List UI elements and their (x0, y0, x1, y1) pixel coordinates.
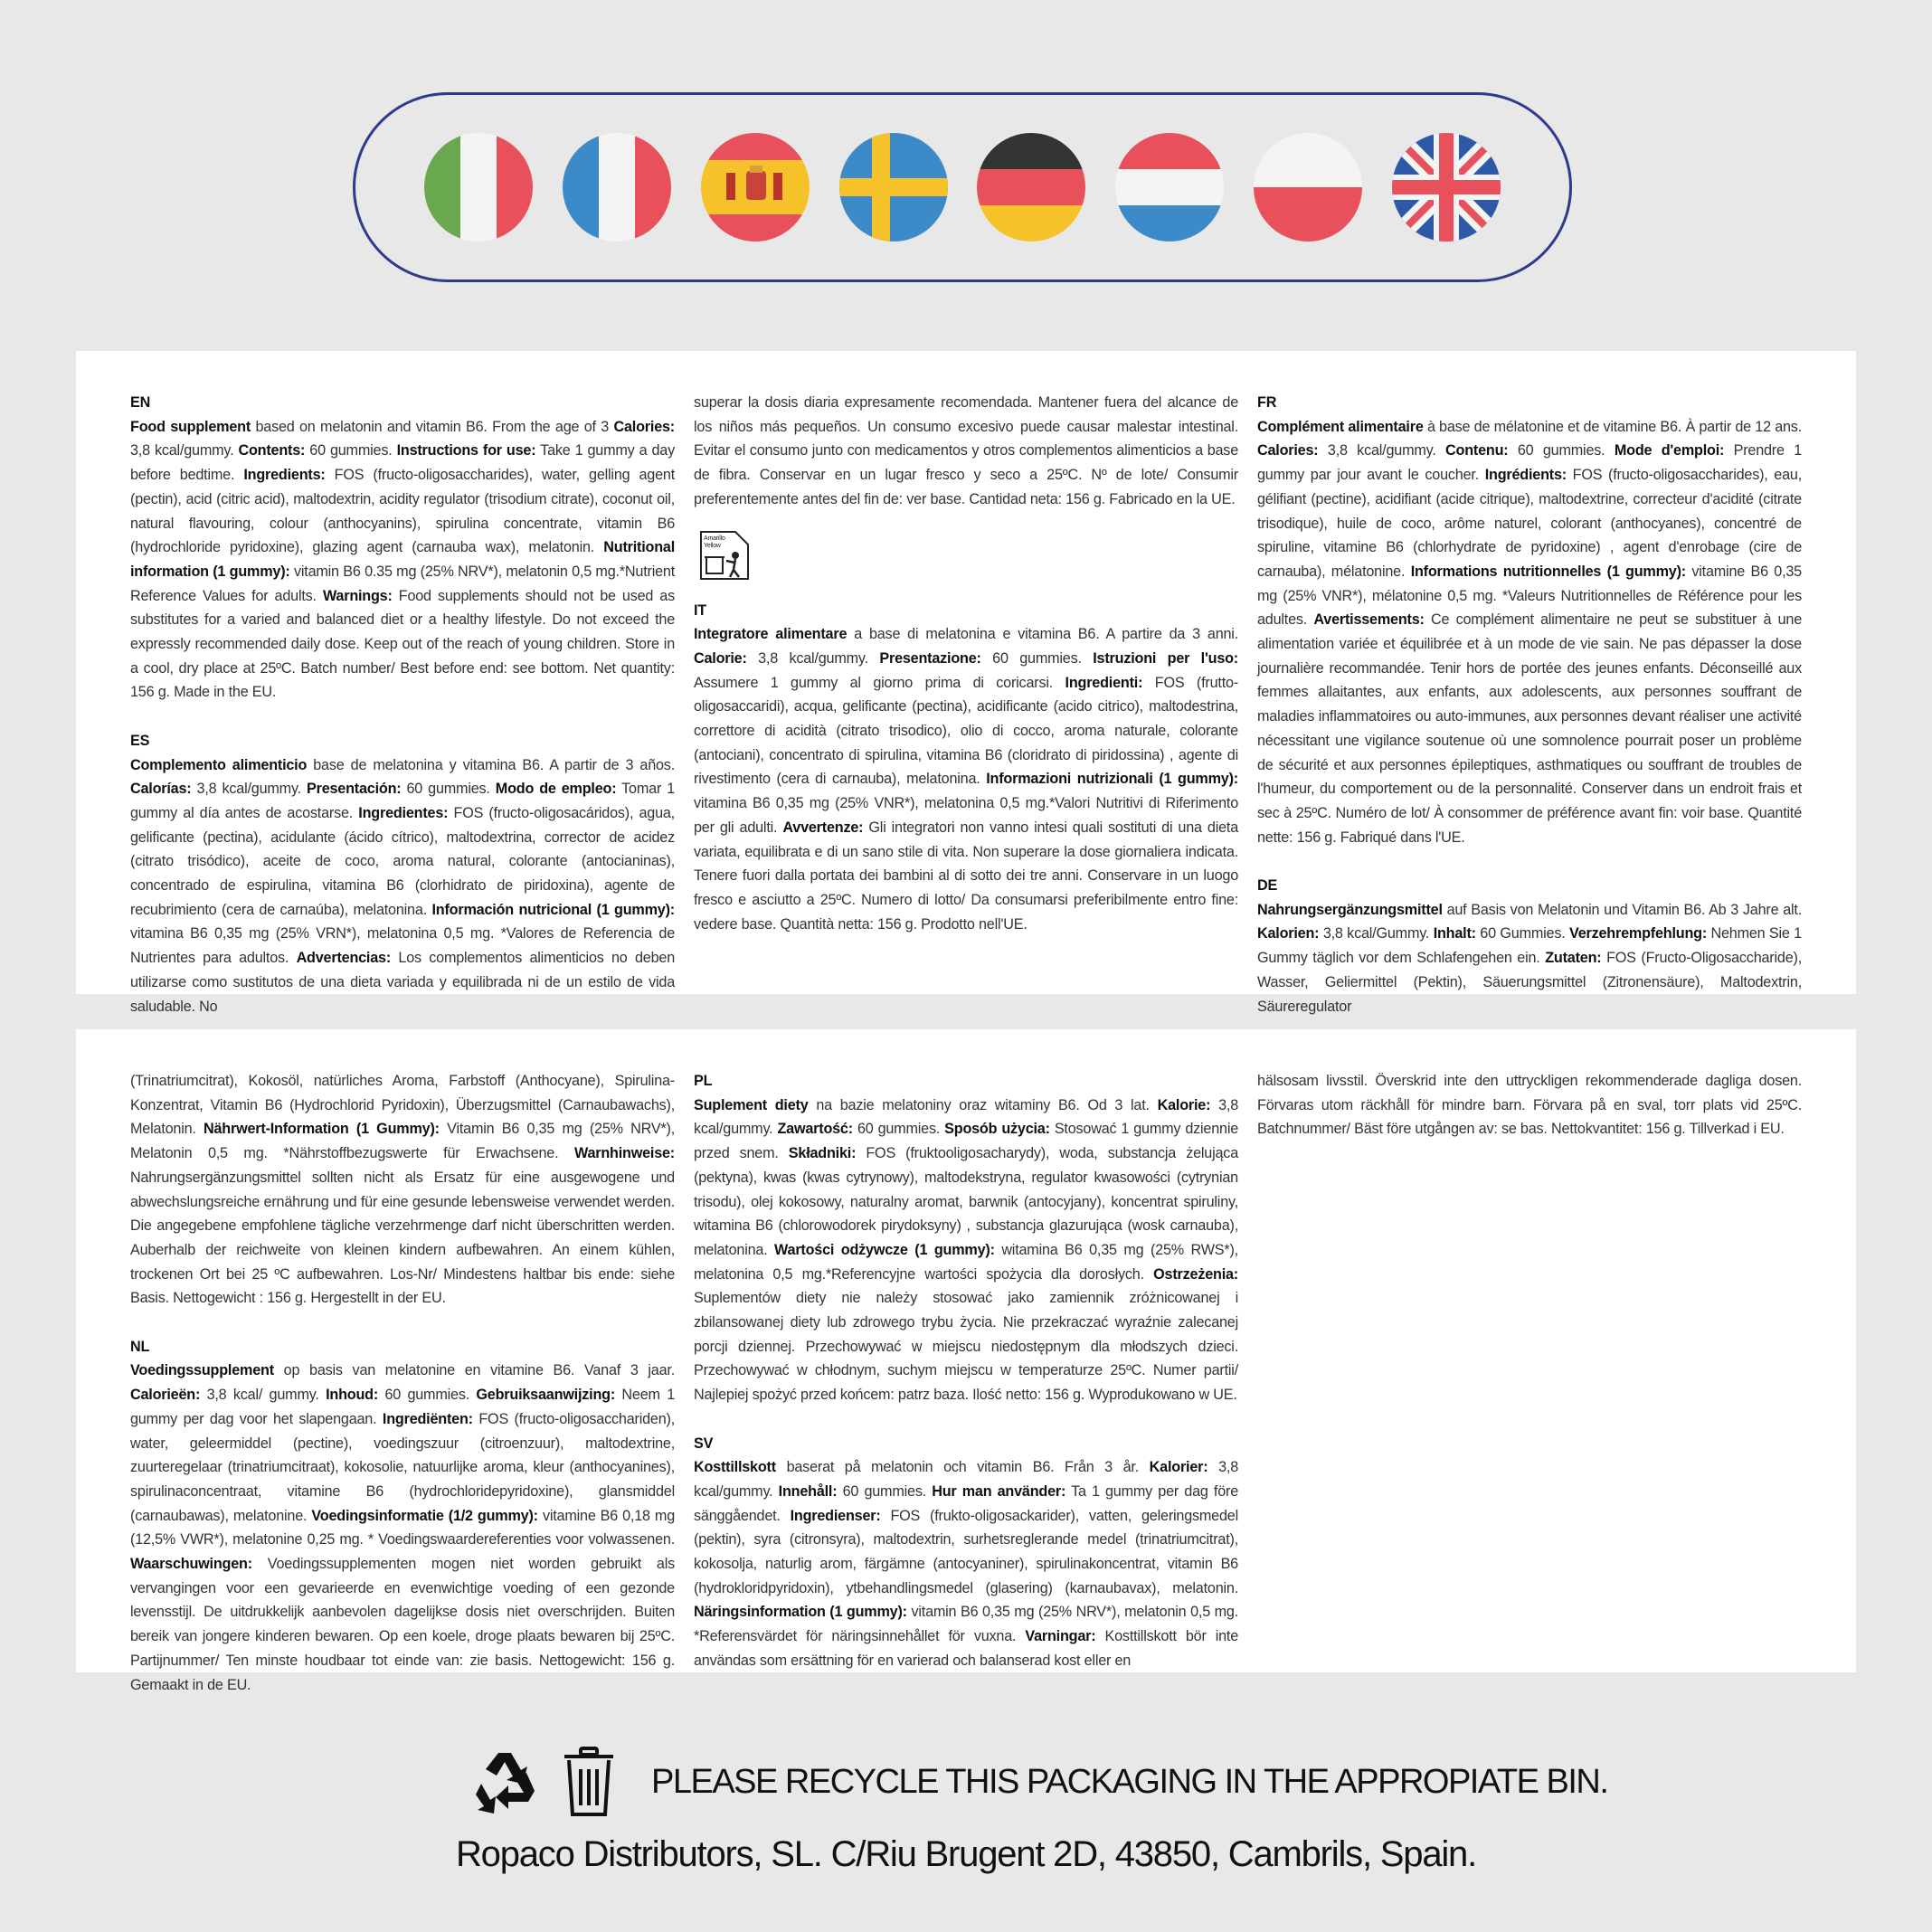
field-label: Inhoud: (326, 1387, 379, 1404)
text-run: FOS (fructo-oligosaccharides), water, gelling agent (pectin), acid (citric acid), maltodextrin, acidity regulator (trisodium citrate), coconut oil, natural flavouring, colour (anthocyanins), spirulina concentrate, vitamin B6 (hydrochloride pyridoxine), glazing agent (carnauba wax), melatonin. (130, 467, 676, 556)
text-run: vitamina B6 0,35 mg (25% VRN*), melatonina 0,5 mg. *Valores de Referencia de Nutrientes para adultos. (130, 925, 675, 967)
bin-label-1: Amarillo (704, 535, 725, 542)
lang-code: SV (694, 1435, 714, 1452)
field-label: Calories: (613, 418, 675, 435)
section-text (1257, 419, 1802, 846)
field-label: Sposób użycia: (944, 1121, 1050, 1138)
text-run: 60 gummies. (1508, 442, 1615, 459)
field-label: Ingredienser: (790, 1507, 881, 1524)
field-label: Ingrédients: (1484, 467, 1567, 484)
text-run: 60 gummies. (980, 649, 1094, 667)
field-label: Complément alimentaire (1257, 418, 1424, 435)
field-label: Voedingssupplement (130, 1362, 274, 1379)
field-label: Nutritional information (1 gummy): (130, 539, 675, 580)
field-label: Voedingsinformatie (1/2 gummy): (311, 1507, 538, 1524)
distributor-address: Ropaco Distributors, SL. C/Riu Brugent 2D, 43850, Cambrils, Spain. (455, 1834, 1477, 1874)
field-label: Informations nutritionnelles (1 gummy): (1410, 563, 1686, 580)
text-run: FOS (fructo-oligosaccharides), eau, gélifiant (pectine), acidifiant (acide citrique), maltodextrine, correcteur d'acidité (citrate trisodique), huile de coco, arôme naturel, colorant (anthocyanes), concentré de spiruline, vitamine B6 (chlorhydrate de pyridoxine) , agent d'enrobage (cire de carnauba), mélatonine. (1257, 467, 1802, 580)
text-run: FOS (Fructo-Oligosaccharide), Wasser, Geliermittel (Pektin), Säuerungsmittel (Zitronensäure), Maltodextrin, Säureregulator (1257, 950, 1802, 1015)
text-run: FOS (fructo-oligosacchariden), water, geleermiddel (pectine), voedingszuur (citroenzuur), maltodextrine, zuurteregelaar (trinatriumcitraat), kokosolie, natuurlijke aroma, kleur (anthocyanines), spirulinaconcentraat, vitamine B6 (hydrochloridepyridoxine), glansmiddel (carnaubawas), melatonine. (130, 1410, 675, 1524)
field-label: Calorieën: (130, 1387, 201, 1404)
text-run: na bazie melatoniny oraz witaminy B6. Od 3 lat. (808, 1096, 1158, 1113)
section-fr (1257, 391, 1802, 849)
text-run: 3,8 kcal/gummy. (746, 649, 880, 667)
section-es-continued (694, 391, 1238, 512)
section-text (694, 394, 1238, 507)
section-text (130, 757, 675, 1015)
field-label: Mode d'emploi: (1614, 442, 1725, 459)
section-text (130, 1362, 675, 1692)
field-label: Avvertenze: (782, 819, 864, 836)
text-run: 60 gummies. (852, 1121, 945, 1138)
language-flag-bar (353, 92, 1572, 282)
text-run: Ta 1 gummy per dag före sänggåendet. (694, 1482, 1238, 1524)
text-run: (Trinatriumcitrat), Kokosöl, natürliches Aroma, Farbstoff (Anthocyane), Spirulina-Konzentrat, Vitamin B6 (Hydrochlorid Pyridoxin), Überzugsmittel (Carnaubawachs), Melatonin. (130, 1073, 675, 1138)
netherlands-flag-icon (1115, 133, 1224, 242)
text-run: based on melatonin and vitamin B6. From the age of 3 (251, 418, 614, 435)
bin-label-2: Yellow (704, 542, 721, 549)
field-label: Contenu: (1445, 442, 1509, 459)
text-run: op basis van melatonine en vitamine B6. Vanaf 3 jaar. (273, 1362, 675, 1379)
field-label: Kalorier: (1149, 1459, 1208, 1476)
italy-flag-icon (424, 133, 533, 242)
field-label: Verzehrempfehlung: (1569, 925, 1708, 942)
text-run: Kosttillskott bör inte användas som ersättning för en varierad och balanserad kost eller en (694, 1628, 1239, 1669)
field-label: Advertencias: (296, 950, 392, 967)
text-run: vitamina B6 0,35 mg (25% VNR*), melatonina 0,5 mg.*Valori Nutritivi di Riferimento per gli adulti. (694, 795, 1238, 836)
section-text (130, 419, 675, 701)
text-column (1257, 1069, 1802, 1721)
text-column (694, 1069, 1238, 1721)
lang-code: PL (694, 1073, 713, 1089)
field-label: Instructions for use: (396, 442, 536, 459)
field-label: Contents: (238, 442, 306, 459)
label-text-panel-bottom (76, 1029, 1856, 1693)
text-run: 3,8 kcal/gummy. (1318, 442, 1446, 459)
text-run: FOS (fruktooligosacharydy), woda, substancja żelująca (pektyna), kwas (kwas cytrynowy), maltodekstryna, regulator kwasowości (cytrynian trisodu), olej kokosowy, naturalny aromat, barwnik (antocyjany), koncentrat spiruliny, witamina B6 (chlorowodorek pirydoksyny) , substancja glazurująca (wosk carnauba), melatonina. (694, 1145, 1238, 1258)
field-label: Ingredienti: (1065, 674, 1143, 691)
text-run: witamina B6 0,35 mg (25% RWS*), melatonina 0,5 mg.*Referencyjne wartości spożycia dla dorosłych. (694, 1241, 1238, 1283)
sweden-flag-icon (839, 133, 948, 242)
section-text (694, 1097, 1238, 1403)
text-run: FOS (fructo-oligosacáridos), agua, gelificante (pectina), acidulante (ácido cítrico), maltodextrina, corrector de acidez (citrato trisódico), aceite de coco, aroma natural, colorante (antocianinas), concentrado de espirulina, vitamina B6 (clorhidrato de piridoxina), agente de recubrimiento (cera de carnaúba), melatonina. (130, 804, 675, 918)
field-label: Calorie: (694, 649, 747, 667)
field-label: Nahrungsergänzungsmittel (1257, 901, 1443, 918)
field-label: Ostrzeżenia: (1153, 1265, 1238, 1283)
text-run: Neem 1 gummy per dag voor het slapengaan. (130, 1387, 675, 1427)
field-label: Nährwert-Information (1 Gummy): (204, 1121, 440, 1138)
text-run: Ce complément alimentaire ne peut se substituer à une alimentation variée et équilibrée et à un mode de vie sain. Ne pas dépasser la dose journalière recommandée. Tenir hors de portée des jeunes enfants. Déconseillé aux femmes allaitantes, aux enfants, aux adolescents, aux personnes souffrant de maladies inflammatoires ou auto-immunes, aux personnes devant réaliser une activité nécessitant une vigilance soutenue où une somnolence pourrait poser un problème de sécurité et aux personnes épileptiques, asthmatiques ou souffrant de troubles de l'humeur, du comportement ou de la personnalité. Conserver dans un endroit frais et sec à 25ºC. Numéro de lot/ À consommer de préférence avant fin: voir base. Quantité nette: 156 g. Fabriqué dans l'UE. (1257, 611, 1802, 846)
text-run: vitamine B6 0,18 mg (12,5% VWR*), melatonine 0,25 mg. * Voedingswaardereferenties voor volwassenen. (130, 1507, 676, 1548)
text-run: Tomar 1 gummy al día antes de acostarse. (130, 781, 675, 821)
section-es (130, 729, 675, 1018)
section-en (130, 391, 675, 705)
field-label: Food supplement (130, 418, 251, 435)
section-sv (694, 1432, 1238, 1673)
text-run: 60 gummies. (837, 1482, 933, 1500)
section-nl (130, 1335, 675, 1698)
field-label: Zawartość: (777, 1121, 853, 1138)
text-run: vitamin B6 0,35 mg (25% NRV*), melatonin 0,5 mg. *Referensvärdet för näringsinnehållet för vuxna. (694, 1604, 1239, 1645)
text-run: vitamine B6 0,35 mg (25% VNR*), mélatonine 0,5 mg. *Valeurs Nutritionnelles de Référence pour les adultes. (1257, 563, 1802, 629)
text-run: a base di melatonina e vitamina B6. A partire da 3 anni. (847, 626, 1238, 643)
text-run: 60 Gummies. (1475, 925, 1569, 942)
field-label: Składniki: (788, 1145, 857, 1162)
spain-flag-icon (701, 133, 810, 242)
field-label: Modo de empleo: (495, 781, 617, 798)
text-run: auf Basis von Melatonin und Vitamin B6. Ab 3 Jahre alt. (1442, 901, 1802, 918)
text-run: hälsosam livsstil. Överskrid inte den uttryckligen rekommenderade dagliga dosen. Förvaras utom räckhåll för mindre barn. Förvara på en sval, torr plats vid 25ºC. Batchnummer/ Bäst före utgången av: se bas. Nettokvantitet: 156 g. Tillverkad i EU. (1257, 1073, 1802, 1138)
yellow-bin-icon (699, 530, 750, 581)
field-label: Varningar: (1025, 1628, 1096, 1645)
field-label: Calories: (1257, 442, 1319, 459)
text-run: Prendre 1 gummy par jour avant le coucher. (1257, 442, 1802, 484)
text-run: à base de mélatonine et de vitamine B6. À partir de 12 ans. (1423, 418, 1802, 435)
section-text (130, 1073, 675, 1306)
text-run: Nehmen Sie 1 Gummy täglich vor dem Schlafengehen ein. (1257, 925, 1802, 967)
france-flag-icon (563, 133, 671, 242)
lang-code: EN (130, 394, 151, 411)
germany-flag-icon (977, 133, 1085, 242)
text-run: 60 gummies. (378, 1387, 477, 1404)
section-sv-continued (1257, 1069, 1802, 1141)
text-column (694, 391, 1238, 1043)
field-label: Kalorie: (1157, 1096, 1211, 1113)
text-column (1257, 391, 1802, 1043)
text-run: FOS (frukto-oligosackarider), vatten, geleringsmedel (pektin), syra (citronsyra), maltodextrin, surhetsreglerande medel (trinatriumcitrat), kokosolja, naturlig arom, färgämne (antocyaniner), spirulinakoncentrat, vitamin B6 (hydrokloridpyridoxin), ytbehandlingsmedel (glasering) (karnaubavax), melatonin. (694, 1507, 1238, 1596)
field-label: Avertissements: (1313, 611, 1425, 629)
lang-code: DE (1257, 877, 1278, 895)
lang-code: ES (130, 732, 150, 749)
lang-code: NL (130, 1338, 150, 1355)
text-run: baserat på melatonin och vitamin B6. Från 3 år. (775, 1459, 1150, 1476)
field-label: Calorías: (130, 781, 192, 798)
text-run: Vitamin B6 0,35 mg (25% NRV*), Melatonin 0,5 mg. *Nährstoffbezugswerte für Erwachsene. (130, 1121, 676, 1162)
field-label: Informazioni nutrizionali (1 gummy): (986, 771, 1238, 788)
text-run: base de melatonina y vitamina B6. A partir de 3 años. (307, 756, 675, 773)
text-run: Take 1 gummy a day before bedtime. (130, 442, 675, 484)
field-label: Suplement diety (694, 1096, 809, 1113)
poland-flag-icon (1254, 133, 1362, 242)
text-run: 3,8 kcal/gummy. (191, 781, 307, 798)
field-label: Integratore alimentare (694, 626, 848, 643)
field-label: Zutaten: (1545, 950, 1602, 967)
field-label: Näringsinformation (1 gummy): (694, 1604, 907, 1621)
field-label: Kalorien: (1257, 925, 1320, 942)
field-label: Istruzioni per l'uso: (1093, 649, 1238, 667)
field-label: Warnhinweise: (573, 1145, 675, 1162)
recycle-icon (469, 1746, 541, 1818)
field-label: Complemento alimenticio (130, 756, 308, 773)
section-de-continued (130, 1069, 675, 1311)
lang-code: FR (1257, 394, 1277, 411)
text-column (130, 1069, 675, 1721)
section-pl (694, 1069, 1238, 1407)
uk-flag-icon (1392, 133, 1501, 242)
section-text (694, 1459, 1238, 1669)
text-run: 60 gummies. (401, 781, 496, 798)
field-label: Innehåll: (778, 1482, 838, 1500)
text-run: 3,8 kcal/gummy. (130, 442, 239, 459)
text-run: Stosować 1 gummy dziennie przed snem. (694, 1121, 1239, 1162)
field-label: Wartości odżywcze (1 gummy): (774, 1241, 995, 1258)
text-run: Gli integratori non vanno intesi quali sostituti di una dieta variata, equilibrata e di un sano stile di vita. Non superare la dose giornaliera indicata. Tenere fuori dalla portata dei bambini al di sotto dei tre anni. Conservare in un luogo fresco e asciutto a 25ºC. Numero di lotto/ Da consumarsi preferibilmente entro fine: vedere base. Quantità netta: 156 g. Prodotto nell'UE. (694, 819, 1238, 933)
recycle-message: PLEASE RECYCLE THIS PACKAGING IN THE APPROPIATE BIN. (651, 1762, 1608, 1801)
trash-bin-icon (561, 1746, 617, 1818)
text-run: 60 gummies. (305, 442, 397, 459)
field-label: Información nutricional (1 gummy): (431, 901, 675, 918)
text-run: Los complementos alimenticios no deben utilizarse como sustitutos de una dieta variada y equilibrada ni de un estilo de vida saludable. No (130, 950, 675, 1015)
section-de (1257, 874, 1802, 1018)
field-label: Inhalt: (1433, 925, 1476, 942)
text-run: vitamin B6 0.35 mg (25% NRV*), melatonin 0,5 mg.*Nutrient Reference Values for adults. (130, 563, 675, 604)
section-text (1257, 1073, 1802, 1137)
field-label: Hur man använder: (932, 1482, 1066, 1500)
field-label: Gebruiksaanwijzing: (476, 1387, 616, 1404)
field-label: Warnings: (322, 587, 393, 604)
field-label: Waarschuwingen: (130, 1556, 252, 1573)
field-label: Presentación: (307, 781, 402, 798)
field-label: Presentazione: (879, 649, 981, 667)
text-run: Assumere 1 gummy al giorno prima di coricarsi. (694, 674, 1065, 691)
recycle-notice (469, 1741, 1607, 1823)
section-it (694, 599, 1238, 937)
text-run: FOS (frutto-oligosaccaridi), acqua, gelificante (pectina), acidificante (acido citrico), maltodestrina, correttore di acidità (citrato trisodico), olio di cocco, aroma naturale, colorante (antociani), concentrato di spirulina, vitamina B6 (cloridrato di piridossina) , agente di rivestimento (cera di carnauba), melatonina. (694, 674, 1238, 788)
text-run: Food supplements should not be used as substitutes for a varied and balanced diet or a healthy lifestyle. Do not exceed the expressly recommended daily dose. Keep out of the reach of young children. Store in a cool, dry place at 25ºC. Batch number/ Best before end: see bottom. Net quantity: 156 g. Made in the EU. (130, 587, 675, 701)
text-run: superar la dosis diaria expresamente recomendada. Mantener fuera del alcance de los niños más pequeños. Un consumo excesivo puede causar malestar intestinal. Evitar el consumo junto con medicamentos y otros complementos alimenticios a base de fibra. Conservar en un lugar fresco y seco a 25ºC. Nº de lote/ Consumir preferentemente antes del fin de: ver base. Cantidad neta: 156 g. Fabricado en la UE. (694, 394, 1238, 507)
section-text (1257, 902, 1802, 1015)
lang-code: IT (694, 601, 706, 619)
field-label: Ingredients: (243, 467, 326, 484)
section-text (694, 626, 1238, 932)
field-label: Ingredientes: (358, 804, 449, 821)
text-run: Voedingssupplementen mogen niet worden gebruikt als vervangingen voor een gevarieerde en evenwichtige voeding of een gezonde levensstijl. De uitdrukkelijk aanbevolen dagelijkse dosis niet overschrijden. Buiten bereik van jongere kinderen bewaren. Op een koele, droge plaats bewaren bij 25ºC. Partijnummer/ Ten minste houdbaar tot einde van: zie basis. Nettogewicht: 156 g. Gemaakt in de EU. (130, 1556, 675, 1693)
label-text-panel-top (76, 351, 1856, 1015)
text-run: Nahrungsergänzungsmittel sollten nicht als Ersatz für eine ausgewogene und abwechslungsreiche ernährung und für eine gesunde lebensweise verwendet werden. Die angegebene empfohlene tägliche verzehrmenge darf nicht überschritten werden. Auberhalb der reichweite von kleinen kindern aufbewahren. An einem kühlen, trockenen Ort bei 25 ºC aufbewahren. Los-Nr/ Mindestens haltbar bis ende: siehe Basis. Nettogewicht : 156 g. Hergestellt in der EU. (130, 1169, 675, 1307)
text-run: 3,8 kcal/ gummy. (200, 1387, 327, 1404)
text-run: 3,8 kcal/gummy. (694, 1096, 1238, 1138)
text-run: 3,8 kcal/gummy. (694, 1459, 1238, 1500)
text-column (130, 391, 675, 1043)
field-label: Ingrediënten: (382, 1410, 473, 1427)
text-run: 3,8 kcal/Gummy. (1319, 925, 1434, 942)
text-run: Suplementów diety nie należy stosować jako zamiennik zróżnicowanej i zbilansowanej diety lub zdrowego trybu życia. Nie przekraczać wyraźnie zalecanej porcji dziennej. Przechowywać w miejscu niedostępnym dla młodszych dzieci. Przechowywać w chłodnym, suchym miejscu w temperaturze 25ºC. Numer partii/ Najlepiej spożyć przed końcem: patrz baza. Ilość netto: 156 g. Wyprodukowano w UE. (694, 1290, 1238, 1404)
field-label: Kosttillskott (694, 1459, 776, 1476)
